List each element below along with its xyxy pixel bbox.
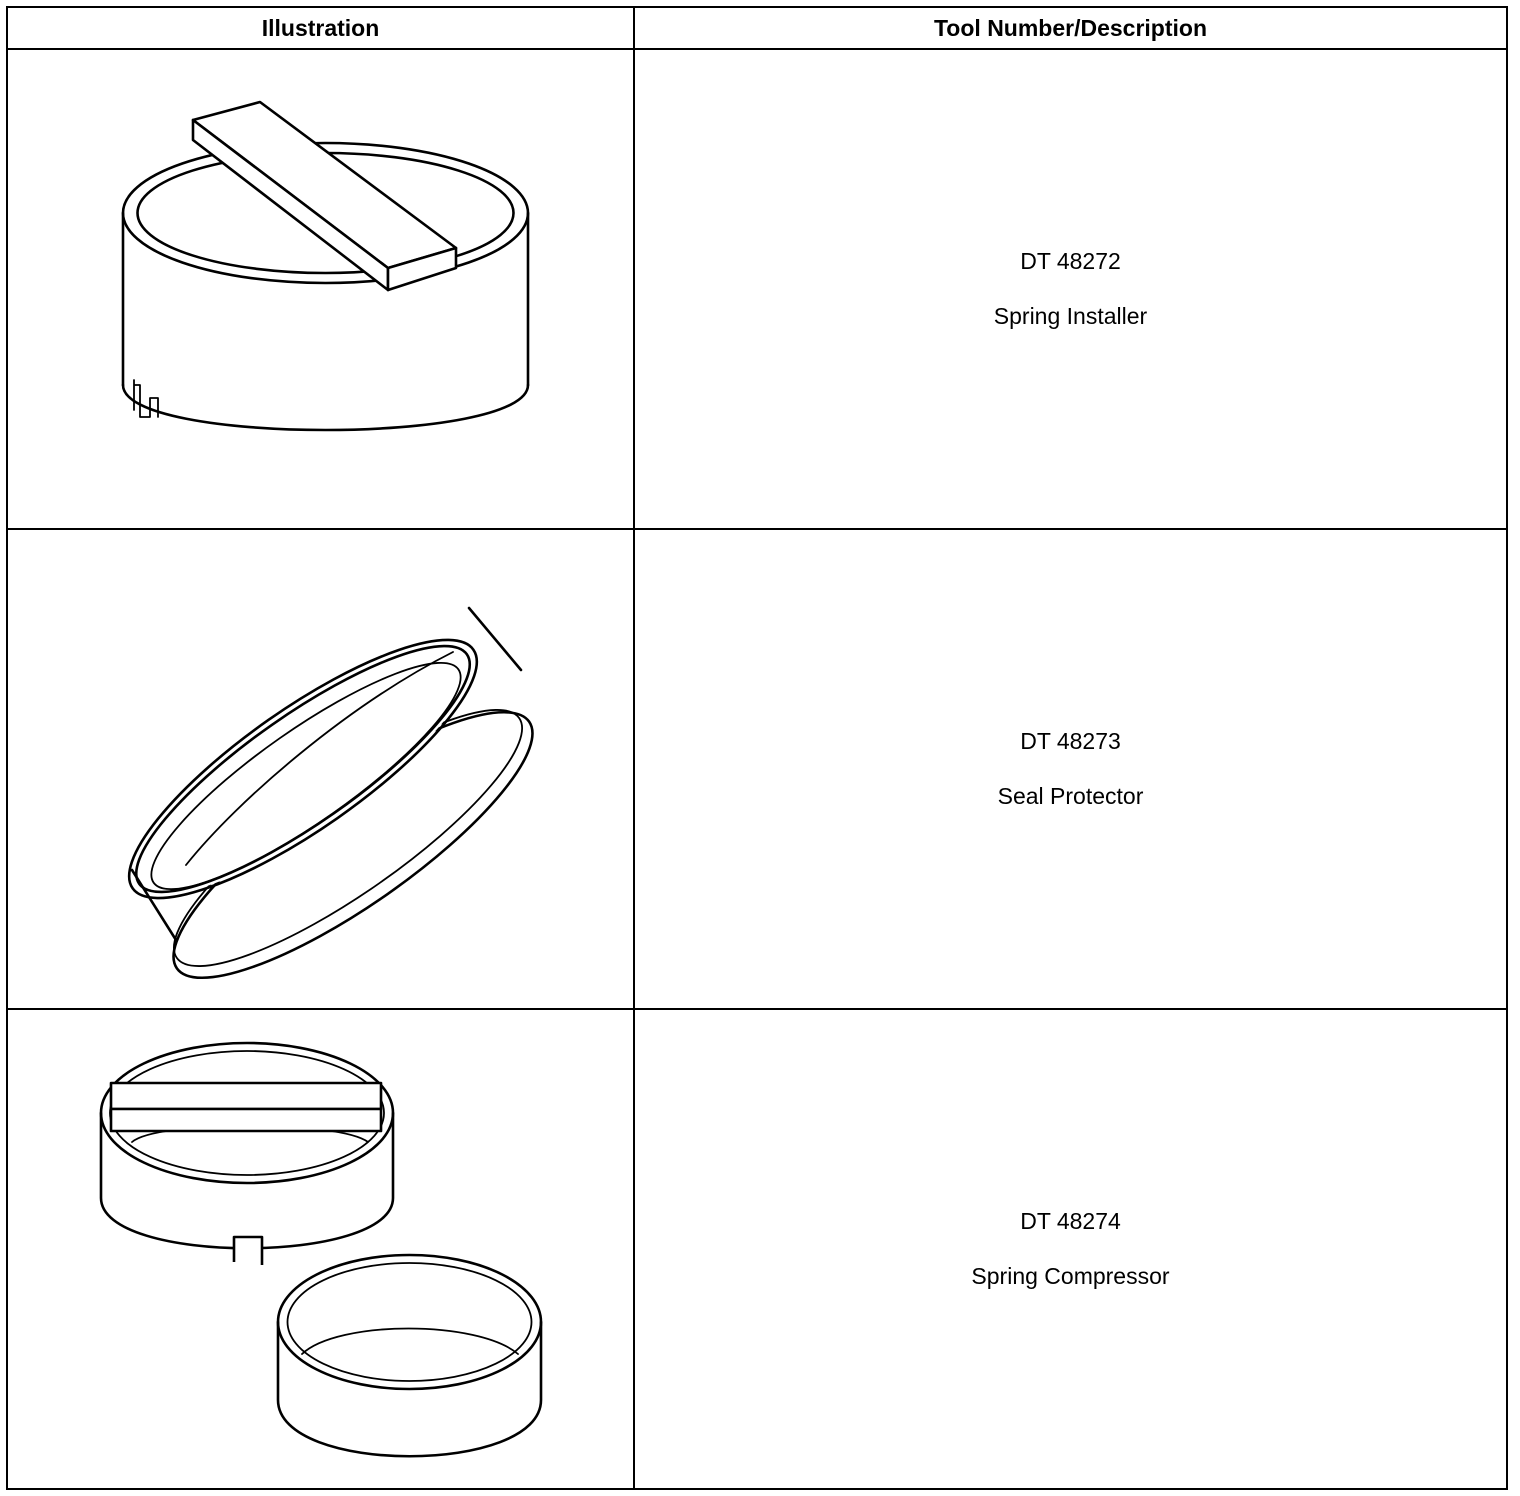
table-row [7,529,1507,1009]
tool-description-cell [634,49,1507,529]
special-tools-table [6,6,1508,1490]
illustration-cell [7,1009,634,1489]
tool-number: DT 48272 [1020,247,1121,274]
table-row [7,1009,1507,1489]
illustration-cell [7,49,634,529]
header-row [7,7,1507,49]
header-tool-number-description: Tool Number/Description [634,7,1507,49]
tool-description-cell [634,529,1507,1009]
tool-description: Seal Protector [997,782,1144,809]
spring-compressor-drawing [8,1010,635,1488]
spring-installer-drawing [8,50,635,528]
tool-description: Spring Compressor [971,1262,1170,1289]
header-illustration: Illustration [7,7,634,49]
table-row [7,49,1507,529]
tool-number: DT 48274 [1020,1207,1121,1234]
seal-protector-drawing [8,530,635,1008]
tool-description: Spring Installer [993,302,1148,329]
illustration-cell [7,529,634,1009]
tool-description-cell [634,1009,1507,1489]
tool-number: DT 48273 [1020,727,1121,754]
